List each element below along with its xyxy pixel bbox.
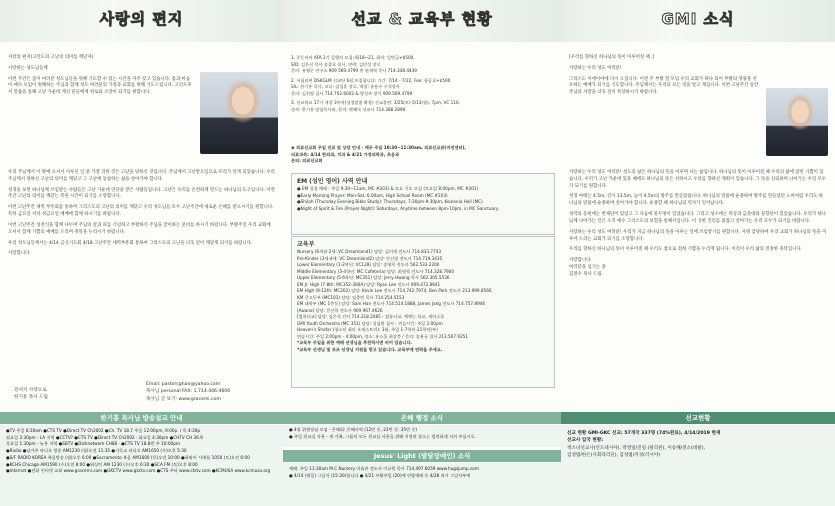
em-line: ●Early Morning Prayer: Mon-Sat, 6:00am, High School Room (MC #203) — [297, 192, 448, 198]
broadcast-line: ●TV 주일 8:30am ●CTS TV ●Direct TV Ch2002 ●Ch. TV 18.7 주일 12:00pm, 9:00p. / 목 4:30p — [6, 428, 201, 433]
em-box — [291, 173, 555, 235]
letter-paragraph: 이번 고난주간 새벽 부흥회를 통하여 그리스도의 고난의 의미를 깨닫고 우리 성도님들 모두 고난주간에 새로운 은혜를 받으시기를 원합니다. 특히 금요일 저녁 성금요일 예배에 함께 하시기를 바랍니다. — [8, 205, 274, 218]
gmi-paragraph: 사랑하는 우리 성도 여러분! 성도의 삶은 하나님의 뜻을 이루며 사는 삶입니다. 하나님의 뜻이 이루어질 때 우리의 삶에 참된 기쁨이 있습니다. 우리가 고난 가운데 있을 때에도 하나님의 뜻은 선하시고 우리를 향하신 계획이 있습니다. 그 뜻을 신뢰하며 나아가는 우리 모두가 되기를 원합니다. — [569, 170, 826, 189]
mission-status-line: 선교사 입국 현황: — [567, 438, 604, 444]
gmi-closing: 사랑합니다. — [569, 258, 592, 264]
letter-body — [8, 55, 193, 101]
gmi-body — [569, 55, 759, 101]
mission-status-line: 선교 현황 GMI-GKC 선교: 57개국 337명 (74%완료), 4/14/2019 현재 — [567, 431, 721, 436]
gmi-closing: 김철수 목사 드림. — [569, 271, 603, 277]
letter-body-cont — [8, 170, 275, 262]
letter-paragraph: 이번 주간은 꼼이 여러분 성도님들을 위해 기도할 수 있는 시간을 자주 갖고 있습니다. 몸과 마음이 예수 모임이 원해하는 주님과 함께 성도 여러분의 가정과 교회를 위해 기도드립니다. 고린도후서 말씀을 통해 고난 가운데 계신 분들에게 위로와 소망이 되기를 원합니다. — [8, 76, 192, 96]
mission-line: 1. 중동비어 AFA 1기 일행의 모집: 6/18~21, 회비: 일반금+$500, — [291, 55, 415, 60]
admin-news-band: 은혜 행정 소식 — [283, 412, 561, 424]
broadcast-list — [0, 425, 283, 478]
gmi-intro: [우리를 향하신 하나님의 뜻이 이루어질 때..] — [569, 55, 655, 60]
education-box — [291, 236, 555, 388]
education-line: Pre-Kinder (3세-4세: VC Dreamland2) 담당: 안신영 전도사 714.719.3435 — [297, 255, 443, 261]
admin-news-list — [283, 425, 561, 442]
broadcast-line: ●S/F RADIO KOREA 복음방송 (월)오후 6:00 ●Sacramento 복음 AM1600 (목)오전 10:00 ●하와이 시애틀 1050 (토)오전 6:00 — [6, 454, 250, 460]
gmi-paragraph: 사랑하는 우리 성도 여러분! 우리가 지금 하나님의 뜻을 이루는 일에 쓰임받기를 원합니다. 사명 감당하며 우리 교회가 하나님의 뜻을 이루어 드리는 교회가 되기를 소망합니다. — [569, 229, 827, 242]
education-title: 교육부 — [297, 241, 315, 248]
broadcast-line: 목요일 1:30pm - 뉴욕 지역 ●SBTV ●Dishnetwork CH88 · ●CTS TV 18.8번 주 10:00pm — [6, 441, 180, 447]
column-title: 선교 & 교육부 현황 — [351, 10, 493, 28]
education-line: *교육부 주일을 위한 예배 선생님을 추천하시면 비어 있습니다. — [297, 340, 413, 346]
sign-line: 강서지 사랑으로 — [14, 388, 47, 393]
notice-line: 문의: 의료선교회 — [291, 158, 323, 163]
education-line: [컴퓨터교] 담당: 김은석 간사 714.318.2085 - 컴퓨터교, 예체능 학교, 새터스쿨 — [297, 314, 445, 320]
mission-line: 2. 서필리핀 DSKGLM 선교단 6월 모집합니다: 기간: 7/14 - 7/22, Fee: 항공료+$500 — [291, 77, 451, 83]
education-line: *교육부 선생님 및 보조 선생님 지원을 받고 있습니다. 교육부에 연락을 주세요. — [297, 346, 443, 352]
broadcast-line: ●Internet ●전화 인터넷 교회 www.gracemi.com ●GKCTV www.gkctv.com ●CTS 주파 www.ctstv.com ●KCMUSA www.kcmusa.org — [6, 468, 271, 474]
gmi-paragraph: 우리를 향하신 하나님의 뜻이 이루어질 때 우리도 참으로 전혀 기쁨을 누리게 됩니다. 이것이 우리 삶의 진정한 축복입니다. — [569, 247, 802, 253]
jesus-light-list — [283, 463, 561, 482]
jesus-light-band: Jesus' Light (발달장애인) 소식 — [283, 450, 561, 462]
admin-news-area — [283, 425, 561, 447]
gmi-closing: 여러분을 섬기는 종 — [569, 265, 606, 271]
education-line: 연습시간: 주일 2:00pm - 4:00pm, 장소: 유스홀 최상층 / 문의: 송용규 집사 213.507.9251 — [297, 333, 468, 339]
fax-line: 목사님 personal FAX: 1.714.446.4606 — [146, 389, 231, 395]
education-line: Middle Elementary (3-4학년: MC Cafeteria) 담당: 최원혁 전도사 714.328.7900 — [297, 268, 455, 274]
letter-paragraph: 성경을 보면 하나님께 쓰임받는 사람들은 고난 가운데 연단을 받은 사람들입니다. 고난은 우리를 온전하게 만드는 하나님의 도구입니다. 이번 주간 고난의 의미를 깨닫는 복된 시간이 되기를 소망합니다. — [8, 187, 275, 200]
column-title: GMI 소식 — [661, 10, 735, 28]
mission-status-area — [561, 425, 835, 506]
gmi-paragraph: 성막의 동편에는 번제단이 있었고 그 다음에 물두멍이 있었습니다. 그리고 성소에는 떡상과 금촛대와 분향단이 있었습니다. 우리가 하나님께 나아가는 길은 오직 예수 그리스도의 보혈을 통해서입니다. 이 귀한 진리를 붙잡고 살아가는 우리 모두가 되기를 바랍니다. — [569, 212, 827, 224]
education-line: GMI Youth Orchestra (MC 351) 담당: 성심원 집사 - 연습시간: 주일 2:00pm — [297, 320, 443, 326]
broadcast-line: 월요일 2:30pm - LA 지역 ●CCTV? ●CTS TV ●Direct TV Ch2002 · 화요일 4:30pm ●CHTV CH 36.9 — [6, 434, 203, 440]
pastor-photo — [766, 88, 828, 156]
mission-status-line: 정소녀선교사(인도네시아), 박영일/진일 (필리핀), 이송해/전소(네팔), — [567, 445, 705, 451]
sign-line: 한기흥 목사 드림 — [14, 395, 48, 401]
email-link[interactable]: Email: pastorcghan@yahoo.com — [146, 382, 221, 387]
website-link[interactable]: 목사님 글 보기: www.gracemi.com — [146, 396, 221, 402]
broadcast-line: ●Radio ●남가주 라디오 방송 AM1230 (월)오전 11:35 ●기독교 라디오 AM1650 (수)오후 5:30 — [6, 448, 187, 454]
mission-status-band: 선교현황 — [561, 412, 835, 424]
signature-left — [14, 387, 48, 402]
letter-subtitle: 사랑의 편지(고린도의 고난의 의미를 깨닫자) — [8, 55, 94, 60]
education-line: Upper Elementary (5-6학년: MC351) 담당: Jerry Hwang 목사 562.305.5536 — [297, 275, 450, 281]
em-line: ● EM 성경 예배 : 주일 9:30~11am, MC #203) & 토요 기도 모임 (토요일 8:00pm, MC #201) — [297, 186, 479, 192]
jesus-light-line: ● 4/14 (월일) 그날자 (15-20)합니다 ● 4/21 부활주일 (20)에 연합예배 등 4/28 리시 그날자부에 — [289, 472, 471, 478]
column-gmi-news — [561, 0, 835, 506]
medical-notice — [291, 145, 553, 165]
jesus-light-line: 예배: 주일 11:30am M.C Nursery 미술관 전도사 이규원 목사 714.497.6059 www.hugsjump.com — [289, 466, 479, 471]
letter-paragraph: 이번 고난주간 성찬식을 함께 나누며 주님의 살과 피를 기념하고 부활하신 주님을 맞이하는 준비를 하시기 바랍니다. 부활주일 우리 교회에 오셔서 함께 기쁨의 예배를 드리며 축복을 누리시기 바랍니다. — [8, 222, 271, 235]
signature-right — [146, 381, 230, 403]
admin-news-line: ● 4월 위원장님 모임 - 은혜회: 은혜사역 (12번 중, 23번 중, 35번 중) — [289, 427, 418, 432]
education-line: [Awana] 담당: 문신희 전도사 909.967.4626 — [297, 307, 383, 313]
notice-line: 의료과목: 4/14 한의과, 치과 & 4/21 가정의학과, 초음과 — [291, 151, 400, 157]
column-missions-education — [283, 0, 561, 506]
gmi-greeting: 사랑하는 우리 성도 여러분! — [569, 65, 622, 71]
mission-line: 강사: 한기홍 담임목사외, 문의: 박혜숙 선교사 714.388.2896 — [291, 106, 406, 112]
education-line: EM High (9-12th: MC202) 담당: Kevin Lee 전도사 714.742.7974, Ben Park 전도사 213.999.8566 — [297, 288, 492, 294]
education-line: EM Jr. High (7-8th: MC352-300A) 담당: Ryan Lee 전도사 909.472.8641 — [297, 281, 441, 287]
pastor-photo — [200, 72, 278, 154]
em-line: ●Shiloh (Thursday Evening Bible Study): Thursdays, 7:30pm-9:30pm, Koinonia Hall (MC) — [297, 199, 483, 205]
mission-status-line: 김성범/한은(사회라리딘), 김성범/지경(러시아) — [567, 453, 661, 459]
em-content — [292, 174, 554, 215]
education-line: KM 중고등부 (MC101) 담당: 임종민 목사 714.254.5153 — [297, 294, 405, 300]
admin-news-line: ● 주일 친교실 사용 - 세 가족, 그룹의 모든 친교실 사용을 위해 지정된 장소는 엄격하게 지켜 주십시오. — [289, 433, 476, 439]
notice-line: ◉ 의료선교회 주일 진료 및 상담 안내 - 매주 주일 10:30~11:30am, 의료선교관(비전센터), — [291, 145, 467, 150]
gmi-paragraph: 성경 마태는 4.5m, 길이 13.5m, 높이 4.5m의 방주를 만들었습니다. 하나님의 말씀에 순종하여 방주를 만들었던 노아처럼 우리도 하나님의 말씀에 순종하며 살아가야 합니다. 순종할 때 하나님의 역사가 일어납니다. — [569, 194, 823, 207]
education-line: Heaven's Shofar (청소년 취타 오케스트라): 3월, 주일 1-7학년-11학년(부) — [297, 327, 438, 333]
education-content — [292, 237, 554, 356]
letter-paragraph: 우리 주님께서 이 땅에 오셔서 이루신 일 중 가장 귀한 것은 고난을 당하신 것입니다. 주님께서 고난받으심으로 우리가 살게 되었습니다. 우리 주님께서 당하신 고난의 의미를 깨닫고 그 고난에 동참하는 삶을 살아가야 합니다. — [8, 170, 275, 182]
letter-closing: 사랑합니다. — [8, 251, 31, 257]
missions-list — [291, 55, 553, 113]
education-line: Nursery (6개월-2세: VC Dreamland1) 담당: 김미애 전도사 714.833.7743 — [297, 249, 442, 255]
column-title: 사랑의 편지 — [99, 10, 184, 28]
letter-greeting: 사랑하는 성도님들께 — [8, 65, 48, 71]
gmi-paragraph: 그리스도 이에이아에 다시 오십니다. 이번 주 부활 절 모임 우리 교회가 하나 되어 부활의 영광을 선포하는 예배가 되기를 기도합니다. 주님께서는 우리의 모든 것을 알고 계십니다. 이번 고난주간 동안 주님의 사랑을 더욱 깊이 묵상하시기 바랍니다. — [569, 76, 759, 96]
em-line: ●Night of Spirit & Fire (Prayer Night): Saturdays, Anytime between 8pm-10pm, in MC Sanctuary. — [297, 205, 500, 211]
gmi-body-cont — [569, 170, 827, 279]
broadcast-band: 한기흥 목사님 방송설교 안내 — [0, 412, 283, 424]
broadcast-line: ●KCHS Chicago AM1590 (수)오전 8:00 ●워싱턴 AM 1230 (수)오후 6:30 ●SCA FM (토)오후 8:00 — [6, 461, 198, 467]
mission-line: S/D: 김은선 목사 송종호 목사, 연락: 김민성 장로 — [291, 61, 381, 67]
column-pastor-letter — [0, 0, 283, 506]
em-title: EM (성인 영어) 사역 안내 — [297, 178, 368, 185]
letter-paragraph: 우리 성도님들께서는 4/14 금식기도회 4/18 고난주간 새벽부흥회 통하여 그리스도의 고난을 더욱 깊이 깨닫게 되기를 바랍니다. — [8, 240, 253, 246]
mission-line: S/L: 한기홍 목사, 코디: 김성훈 장로, 역할: 유용수 수석장사 — [291, 84, 400, 89]
broadcast-area — [0, 425, 283, 506]
education-line: Lower Elementary (1-2학년: VC128) 담당: 송영희 전도사 562.533.2200 — [297, 262, 440, 268]
mission-line: 3. 선교학교 17기 개강 3주차(성경말씀 확장) 선교훈련: 3/25(토)-5/13(월), 7pm, VC 116, — [291, 100, 460, 105]
mission-line: 문의: 유행순 연구소 909 569.4799 총 권재혁 목사 714.348.4439 — [291, 68, 417, 73]
jesus-light-area — [283, 463, 561, 506]
mission-status-list — [561, 425, 835, 464]
education-line: EM 대학부 (MC 1층동) 담당: Sam Han 전도사 714.514.1888, James Jang 전도사 714.757.8946 — [297, 301, 486, 307]
mission-line: 문의: 김선영 집사 714.702.6002 & 방성주 장사 909.569.4799 — [291, 90, 413, 96]
